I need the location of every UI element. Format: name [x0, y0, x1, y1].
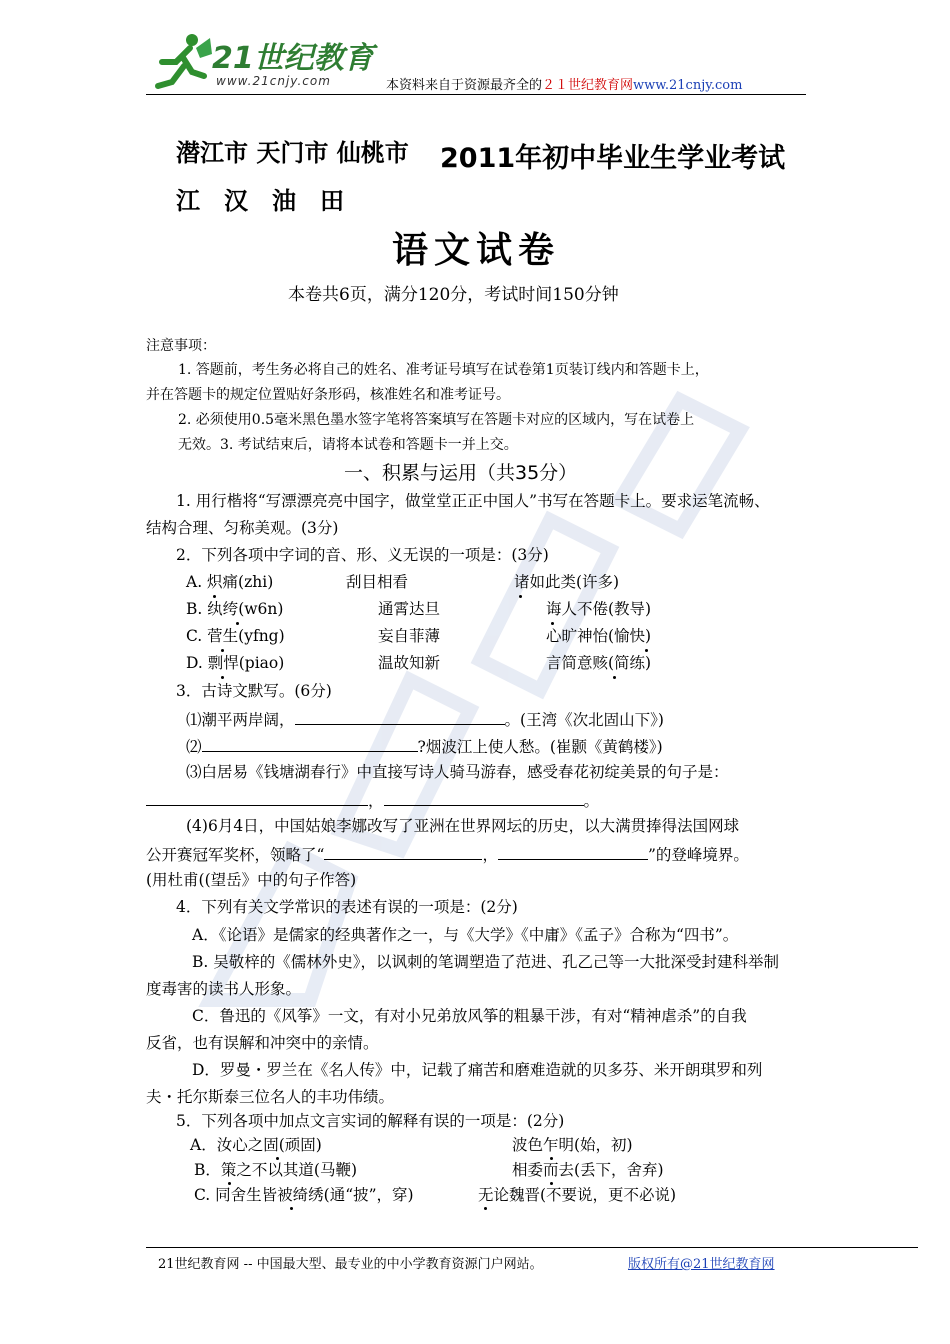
- emphasis-dot: [645, 649, 648, 652]
- logo-url: www.21cnjy.com: [216, 74, 331, 88]
- emphasis-dot: [550, 1157, 553, 1160]
- emphasis-dot: [236, 622, 239, 625]
- header-note: [386, 76, 742, 96]
- q4-option-a: A．《论语》是儒家的经典著作之一，与《大学》《中庸》《孟子》合称为“四书”。: [192, 926, 739, 944]
- q3-4-blank-1[interactable]: [324, 843, 482, 860]
- notice-heading: 注意事项：: [146, 338, 216, 354]
- q2-option-c-idiom: 妄自菲薄: [378, 627, 441, 645]
- footer-rule: [146, 1247, 918, 1248]
- section1-heading: 一、积累与运用（共35分）: [344, 462, 578, 484]
- q2-option-c-phrase: 心旷神怡(愉快): [546, 627, 652, 645]
- runner-logo-icon: [152, 32, 214, 90]
- notice-line3: 2. 必须使用0.5毫米黑色墨水签字笔将答案填写在答题卡对应的区域内，写在试卷上: [178, 412, 695, 428]
- footer-text: 21世纪教育网 -- 中国最大型、最专业的中小学教育资源门户网站。: [158, 1257, 543, 1272]
- q3-4-line2: [146, 843, 749, 865]
- q3-3-end: 。: [583, 792, 600, 810]
- footer-copyright-link[interactable]: 版权所有@21世纪教育网: [628, 1257, 775, 1272]
- emphasis-dot: [484, 1207, 487, 1210]
- q5-option-c-right: 无论魏晋(不要说，更不必说): [478, 1186, 677, 1204]
- q3-2-blank[interactable]: [202, 735, 418, 752]
- q3-4-blank-2[interactable]: [498, 843, 648, 860]
- q2-option-d-idiom: 温故知新: [378, 654, 441, 672]
- emphasis-dot: [276, 1157, 279, 1160]
- q2-option-b-idiom: 通霄达旦: [378, 600, 441, 618]
- q5-stem: 5．下列各项中加点文言实词的解释有误的一项是：(2分): [176, 1112, 565, 1130]
- q4-option-d-line1: D．罗曼・罗兰在《名人传》中，记载了痛苦和磨难造就的贝多芬、米开朗琪罗和列: [192, 1061, 763, 1079]
- q5-option-b-left: B．策之不以其道(马鞭): [194, 1161, 357, 1179]
- q3-4-line1: (4)6月4日，中国姑娘李娜改写了亚洲在世界网坛的历史，以大满贯捧得法国网球: [186, 817, 740, 835]
- q3-stem: 3．古诗文默写。(6分): [176, 682, 332, 700]
- q5-option-a-right: 波色乍明(始，初): [512, 1136, 633, 1154]
- q4-option-d-line2: 夫・托尔斯泰三位名人的丰功伟绩。: [146, 1088, 395, 1106]
- q2-option-a-phrase: 诸如此类(许多): [514, 573, 620, 591]
- header-note-prefix: 本资料来自于资源最齐全的: [386, 78, 543, 93]
- q3-2: [186, 735, 663, 757]
- q4-option-c-line2: 反省，也有误解和冲突中的亲情。: [146, 1034, 379, 1052]
- q3-1-suffix: 。(王湾《次北固山下》): [504, 711, 664, 729]
- q2-option-d-phrase: 言简意赅(简练): [546, 654, 652, 672]
- emphasis-dot: [221, 649, 224, 652]
- q2-option-b-word: B. 纨绔(w6n): [186, 600, 284, 618]
- q5-option-b-right: 相委而去(丢下，舍弃): [512, 1161, 664, 1179]
- q3-1: [186, 708, 664, 730]
- q3-3-line1: ⑶白居易《钱塘湖春行》中直接写诗人骑马游春，感受春花初绽美景的句子是：: [186, 763, 729, 781]
- site-logo[interactable]: [150, 30, 380, 92]
- q3-4-mid: ，: [482, 846, 498, 864]
- emphasis-dot: [613, 676, 616, 679]
- emphasis-dot: [551, 622, 554, 625]
- districts-line1: 潜江市 天门市 仙桃市: [176, 139, 409, 167]
- emphasis-dot: [550, 1182, 553, 1185]
- q3-3-blank-1[interactable]: [146, 789, 368, 806]
- notice-line2: 并在答题卡的规定位置贴好条形码，核准姓名和准考证号。: [146, 387, 510, 403]
- emphasis-dot: [290, 1207, 293, 1210]
- q3-3-mid: ，: [368, 792, 384, 810]
- emphasis-dot: [221, 676, 224, 679]
- districts-line2: 江 汉 油 田: [176, 187, 344, 215]
- notice-line4: 无效。3. 考试结束后，请将本试卷和答题卡一并上交。: [178, 437, 518, 453]
- q2-option-a-idiom: 刮目相看: [346, 573, 409, 591]
- q2-option-a-word: A. 炽痛(zhi): [186, 573, 274, 591]
- exam-info: 本卷共6页，满分120分，考试时间150分钟: [288, 285, 619, 305]
- q3-1-blank[interactable]: [295, 708, 505, 725]
- q3-1-prefix: ⑴潮平两岸阔，: [186, 711, 295, 729]
- q4-option-b-line2: 度毒害的读书人形象。: [146, 980, 302, 998]
- q4-option-c-line1: C．鲁迅的《风筝》一文，有对小兄弟放风筝的粗暴干涉，有对“精神虐杀”的自我: [192, 1007, 747, 1025]
- q4-option-b-line1: B. 吴敬梓的《儒林外史》，以讽刺的笔调塑造了范进、孔乙己等一大批深受封建科举制: [192, 953, 779, 971]
- q3-3-line2: [146, 789, 599, 811]
- q1-line1: 1. 用行楷将“写漂漂亮亮中国字，做堂堂正正中国人”书写在答题卡上。要求运笔流畅、: [176, 492, 770, 510]
- q2-option-d-word: D. 剽悍(piao): [186, 654, 285, 672]
- q1-line2: 结构合理、匀称美观。(3分): [146, 519, 339, 537]
- q2-option-c-word: C. 菅生(yfng): [186, 627, 285, 645]
- q5-option-a-left: A．汝心之固(顽固): [190, 1136, 322, 1154]
- q2-option-b-phrase: 诲人不倦(教导): [546, 600, 652, 618]
- logo-text: 21世纪教育: [212, 41, 374, 76]
- q3-3-blank-2[interactable]: [384, 789, 584, 806]
- q2-stem: 2．下列各项中字词的音、形、义无误的一项是：(3分): [176, 546, 549, 564]
- q3-4-line3: (用杜甫((望岳》中的句子作答): [146, 871, 357, 889]
- emphasis-dot: [228, 1182, 231, 1185]
- header-note-site: ２１世纪教育网: [542, 78, 634, 93]
- q3-2-suffix: ?烟波江上使人愁。(崔颢《黄鹤楼》): [417, 738, 663, 756]
- q3-4-suffix: ”的登峰境界。: [647, 846, 749, 864]
- emphasis-dot: [213, 595, 216, 598]
- exam-name: 2011年初中毕业生学业考试: [440, 143, 786, 174]
- q4-stem: 4．下列有关文学常识的表述有误的一项是：(2分): [176, 898, 518, 916]
- q5-option-c-left: C. 同舍生皆被绮绣(通“披”，穿): [194, 1186, 414, 1204]
- q3-4-prefix: 公开赛冠军奖杯，领略了“: [146, 846, 325, 864]
- header-rule: [146, 94, 806, 95]
- emphasis-dot: [519, 595, 522, 598]
- paper-title: 语文试卷: [392, 229, 561, 271]
- notice-line1: 1. 答题前，考生务必将自己的姓名、准考证号填写在试卷第1页装订线内和答题卡上，: [178, 362, 709, 378]
- q3-2-prefix: ⑵: [186, 738, 202, 756]
- header-note-url[interactable]: www.21cnjy.com: [633, 78, 743, 93]
